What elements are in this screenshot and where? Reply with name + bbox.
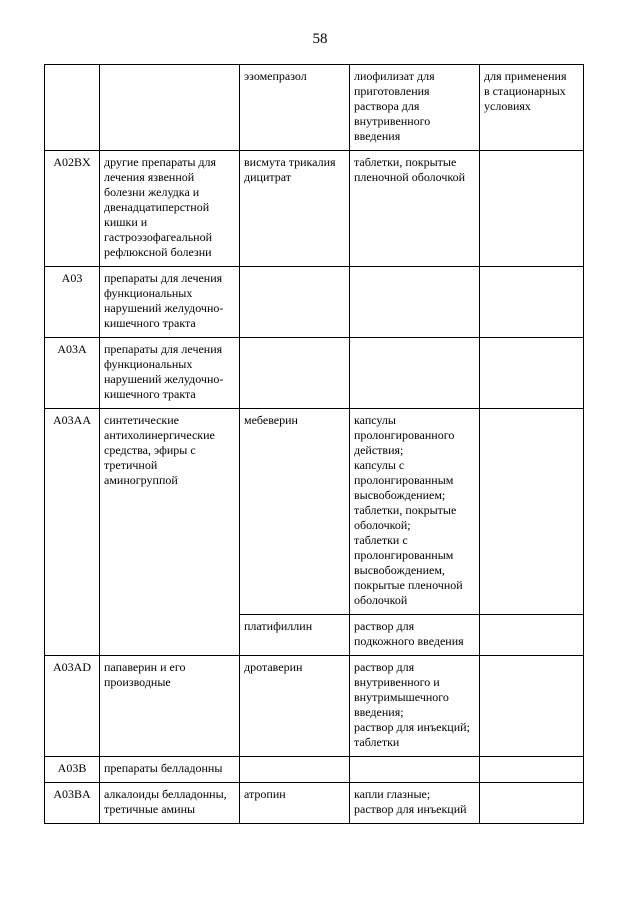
dosage-form-cell: капсулы пролонгированного действия; капсулы с пролонгированным высвобождением; таблетки, покрытые оболочкой; таблетки с пролонгированным высвобождением, покрытые пленочной оболочкой <box>350 409 480 615</box>
substance-cell: атропин <box>240 783 350 824</box>
dosage-form-cell: раствор для подкожного введения <box>350 615 480 656</box>
table-row <box>45 656 584 757</box>
substance-cell: висмута трикалия дицитрат <box>240 151 350 267</box>
substance-cell <box>240 757 350 783</box>
table-row <box>45 151 584 267</box>
dosage-form-cell: таблетки, покрытые пленочной оболочкой <box>350 151 480 267</box>
table-row <box>45 65 584 151</box>
dosage-form-cell <box>350 757 480 783</box>
table-row <box>45 267 584 338</box>
group-cell: другие препараты для лечения язвенной болезни желудка и двенадцатиперстной кишки и гастроэзофагеальной рефлюксной болезни <box>100 151 240 267</box>
group-cell: синтетические антихолинергические средства, эфиры с третичной аминогруппой <box>100 409 240 656</box>
substance-cell <box>240 338 350 409</box>
dosage-form-cell: раствор для внутривенного и внутримышечного введения; раствор для инъекций; таблетки <box>350 656 480 757</box>
atc-code-cell: A03B <box>45 757 100 783</box>
note-cell <box>480 757 584 783</box>
page-number: 58 <box>312 31 328 47</box>
atc-code-cell: A03AD <box>45 656 100 757</box>
group-cell: алкалоиды белладонны, третичные амины <box>100 783 240 824</box>
note-cell: для применения в стационарных условиях <box>480 65 584 151</box>
table-row <box>45 757 584 783</box>
atc-code-cell: A02BX <box>45 151 100 267</box>
dosage-form-cell <box>350 267 480 338</box>
note-cell <box>480 783 584 824</box>
atc-code-cell: A03A <box>45 338 100 409</box>
drug-table <box>44 64 584 824</box>
note-cell <box>480 615 584 656</box>
atc-code-cell <box>45 65 100 151</box>
note-cell <box>480 151 584 267</box>
atc-code-cell: A03BA <box>45 783 100 824</box>
substance-cell: мебеверин <box>240 409 350 615</box>
group-cell: папаверин и его производные <box>100 656 240 757</box>
dosage-form-cell <box>350 338 480 409</box>
substance-cell: платифиллин <box>240 615 350 656</box>
group-cell: препараты для лечения функциональных нарушений желудочно- кишечного тракта <box>100 267 240 338</box>
substance-cell <box>240 267 350 338</box>
atc-code-cell: A03AA <box>45 409 100 656</box>
group-cell: препараты для лечения функциональных нарушений желудочно- кишечного тракта <box>100 338 240 409</box>
dosage-form-cell: лиофилизат для приготовления раствора для внутривенного введения <box>350 65 480 151</box>
note-cell <box>480 409 584 615</box>
table-row <box>45 409 584 615</box>
substance-cell: дротаверин <box>240 656 350 757</box>
table-row <box>45 783 584 824</box>
note-cell <box>480 338 584 409</box>
table-row <box>45 338 584 409</box>
group-cell <box>100 65 240 151</box>
substance-cell: эзомепразол <box>240 65 350 151</box>
atc-code-cell: A03 <box>45 267 100 338</box>
note-cell <box>480 267 584 338</box>
dosage-form-cell: капли глазные; раствор для инъекций <box>350 783 480 824</box>
note-cell <box>480 656 584 757</box>
group-cell: препараты белладонны <box>100 757 240 783</box>
